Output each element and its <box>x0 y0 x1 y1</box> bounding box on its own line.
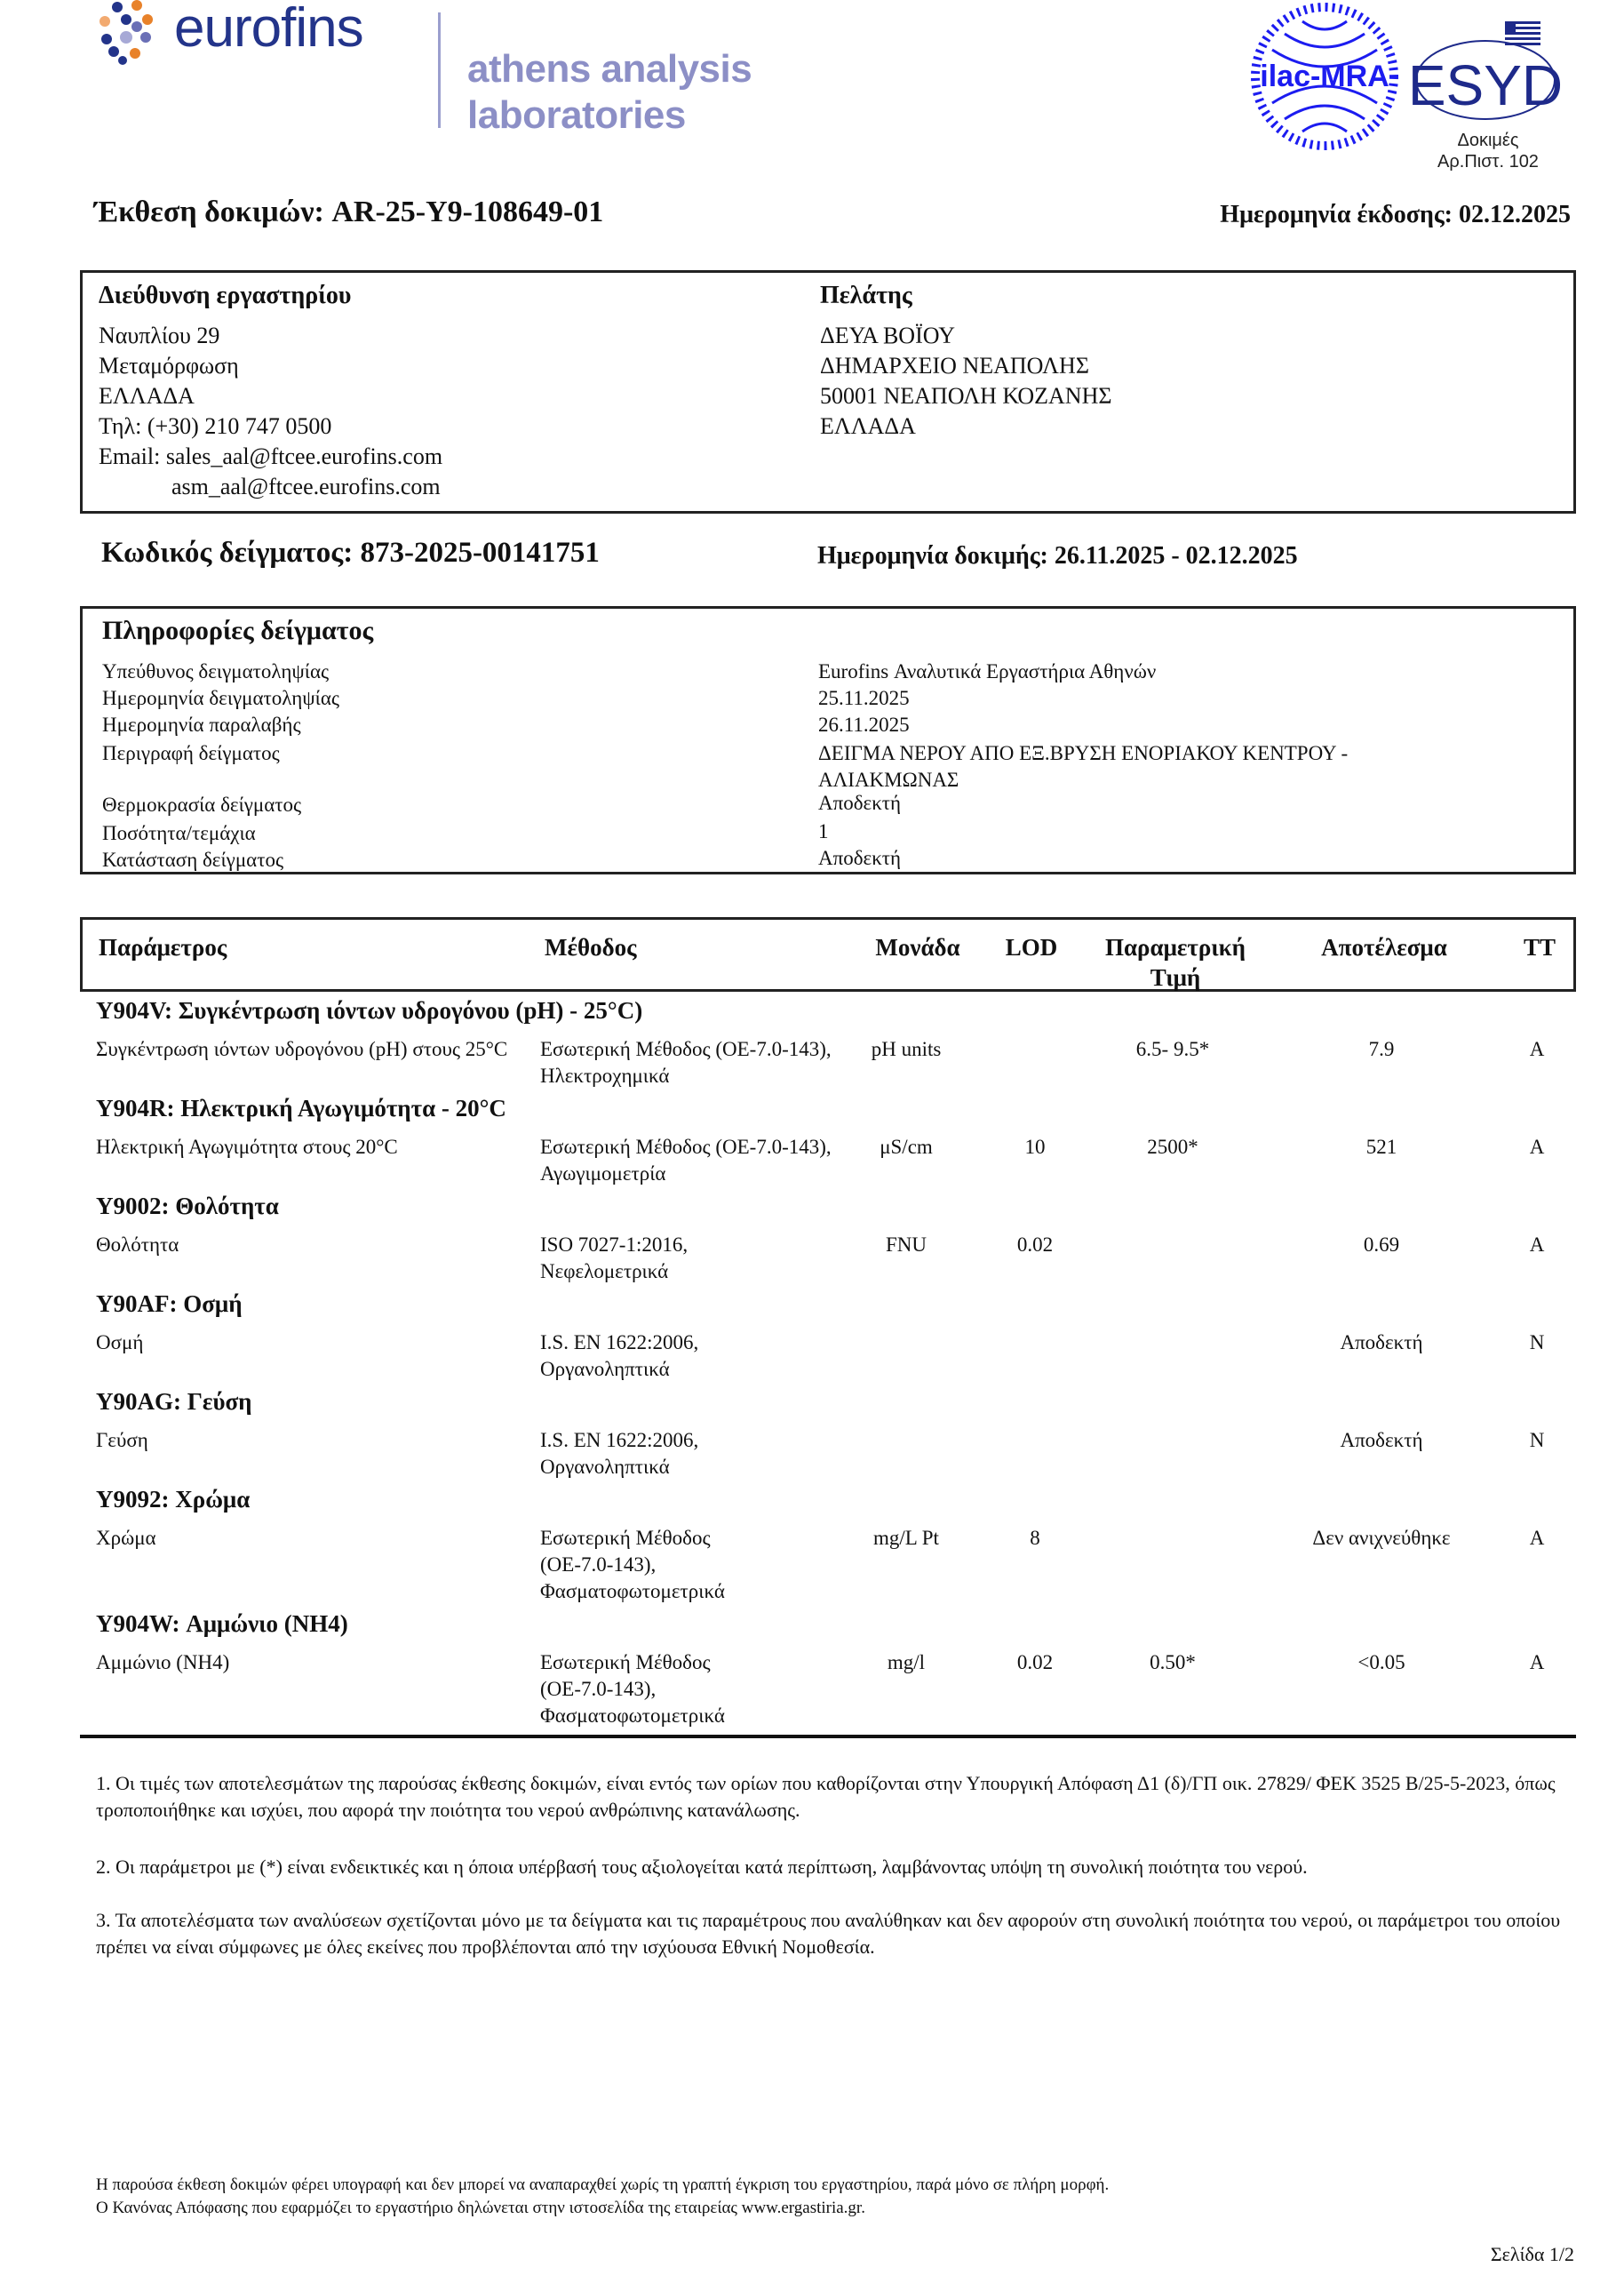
ilac-mra-logo <box>1246 2 1404 151</box>
param-result: 521 <box>1365 1136 1397 1158</box>
info-label: Θερμοκρασία δείγματος <box>102 794 302 816</box>
param-tt: A <box>1529 1527 1545 1549</box>
param-lod: 8 <box>1030 1527 1040 1549</box>
client-address: Πελάτης ΔΕΥΑ ΒΟΪΟΥ ΔΗΜΑΡΧΕΙΟ ΝΕΑΠΟΛΗΣ 50001 ΝΕΑΠΟΛΗ ΚΟΖΑΝΗΣ ΕΛΛΑΔΑ <box>820 282 1112 439</box>
info-label: Ημερομηνία δειγματοληψίας <box>102 687 340 709</box>
param-limit: 6.5- 9.5* <box>1135 1038 1210 1060</box>
param-result: 7.9 <box>1368 1038 1395 1060</box>
param-unit: pH units <box>871 1038 942 1060</box>
col-unit: Μονάδα <box>875 934 960 961</box>
param-unit: mg/l <box>887 1651 926 1673</box>
param-tt: A <box>1529 1136 1545 1158</box>
param-name: Ηλεκτρική Αγωγιμότητα στους 20°C <box>96 1136 398 1158</box>
group-title: Y90AG: Γεύση <box>96 1388 252 1415</box>
address-box <box>80 270 1576 514</box>
lab-email-2: asm_aal@ftcee.eurofins.com <box>171 474 441 499</box>
param-result: <0.05 <box>1357 1651 1405 1673</box>
param-lod: 0.02 <box>1016 1651 1054 1673</box>
svg-text:ESYD: ESYD <box>1413 53 1564 117</box>
eurofins-wordmark: eurofins <box>174 0 363 59</box>
lab-email: Email: sales_aal@ftcee.eurofins.com <box>99 443 443 469</box>
lab-address: Διεύθυνση εργαστηρίου Ναυπλίου 29 Μεταμόρφωση ΕΛΛΑΔΑ Τηλ: (+30) 210 747 0500 Email: sales_aal@ftcee.eurofins.com asm_aal@ftcee.eurofins.com <box>99 273 442 502</box>
param-result: Αποδεκτή <box>1340 1429 1423 1451</box>
note-1: 1. Οι τιμές των αποτελεσμάτων της παρούσας έκθεσης δοκιμών, είναι εντός των ορίων που καθορίζονται στην Υπουργική Απόφαση Δ1 (δ)/ΓΠ οικ. 27829/ ΦΕΚ 3525 Β/25-5-2023, όπως τροποποιήθηκε και ισχύει, που αφορά την ποιότητα του νερού ανθρώπινης κατανάλωσης. <box>96 1772 1556 1821</box>
info-label: Ποσότητα/τεμάχια <box>102 822 256 844</box>
info-value: ΔΕΙΓΜΑ ΝΕΡΟΥ ΑΠΟ ΕΞ.ΒΡΥΣΗ ΕΝΟΡΙΑΚΟΥ ΚΕΝΤΡΟΥ - ΑΛΙΑΚΜΩΝΑΣ <box>818 742 1349 791</box>
param-tt: N <box>1529 1429 1545 1451</box>
info-label: Περιγραφή δείγματος <box>102 742 280 764</box>
param-result: Αποδεκτή <box>1340 1331 1423 1353</box>
footer-website-line: Ο Κανόνας Απόφασης που εφαρμόζει το εργαστήριο δηλώνεται στην ιστοσελίδα της εταιρείας www.ergastiria.gr. <box>96 2199 865 2217</box>
param-tt: A <box>1529 1038 1545 1060</box>
col-limit: Παραμετρική Τιμή <box>1104 934 1246 991</box>
eurofins-logo <box>96 0 416 71</box>
note-3: 3. Τα αποτελέσματα των αναλύσεων σχετίζονται μόνο με τα δείγματα και τις παραμέτρους που αναλύθηκαν και δεν αφορούν στη συνολική ποιότητα του νερού, οι παράμετροι του οποίου πρέπει να είναι σύμφωνες με όλες εκείνες που προβλέπονται από την ισχύουσα Εθνική Νομοθεσία. <box>96 1909 1561 1958</box>
issue-date: Ημερομηνία έκδοσης: 02.12.2025 <box>1220 201 1571 228</box>
param-method: Εσωτερική Μέθοδος (ΟΕ-7.0-143), Αγωγιμομετρία <box>540 1136 832 1185</box>
param-unit: FNU <box>885 1233 927 1256</box>
param-name: Θολότητα <box>96 1233 179 1256</box>
accreditation-caption: Δοκιμές Αρ.Πιστ. 102 <box>1437 131 1539 172</box>
param-name: Χρώμα <box>96 1527 156 1549</box>
param-lod: 0.02 <box>1016 1233 1054 1256</box>
client-heading: Πελάτης <box>820 282 912 309</box>
group-title: Y904W: Αμμώνιο (NH4) <box>96 1610 348 1637</box>
footer-disclaimer: Η παρούσα έκθεση δοκιμών φέρει υπογραφή και δεν μπορεί να αναπαραχθεί χωρίς τη γραπτή έγκριση του εργαστηρίου, παρά μόνο σε πλήρη μορφή. Ο Κανόνας Απόφασης που εφαρμόζει το εργαστήριο δηλώνεται στην ιστοσελίδα της εταιρείας www.ergastiria.gr. <box>96 2174 1109 2220</box>
table-bottom-rule <box>80 1735 1576 1738</box>
param-name: Οσμή <box>96 1331 144 1353</box>
param-name: Αμμώνιο (NH4) <box>96 1651 230 1673</box>
report-title: Έκθεση δοκιμών: AR-25-Y9-108649-01 <box>94 196 604 228</box>
param-method: I.S. EN 1622:2006, Οργανοληπτικά <box>540 1429 699 1478</box>
param-unit: mg/L Pt <box>873 1527 939 1549</box>
group-title: Y904R: Ηλεκτρική Αγωγιμότητα - 20°C <box>96 1095 506 1122</box>
info-value: Eurofins Αναλυτικά Εργαστήρια Αθηνών <box>818 660 1157 682</box>
group-title: Y90AF: Οσμή <box>96 1290 243 1317</box>
col-tt: TT <box>1523 934 1556 961</box>
sample-info-box <box>80 606 1576 874</box>
test-date: Ημερομηνία δοκιμής: 26.11.2025 - 02.12.2025 <box>817 542 1298 570</box>
info-value: 26.11.2025 <box>818 714 910 736</box>
note-2: 2. Οι παράμετροι με (*) είναι ενδεικτικές και η όποια υπέρβασή τους αξιολογείται κατά περίπτωση, λαμβάνοντας υπόψη τη συνολική ποιότητα του νερού. <box>96 1856 1308 1878</box>
param-method: ISO 7027-1:2016, Νεφελομετρικά <box>540 1233 689 1282</box>
info-value: Αποδεκτή <box>818 792 902 814</box>
param-tt: A <box>1529 1233 1545 1256</box>
param-method: Εσωτερική Μέθοδος (ΟΕ-7.0-143), Φασματοφωτομετρικά <box>540 1527 725 1602</box>
svg-text:ilac-MRA: ilac-MRA <box>1260 60 1389 93</box>
param-method: Εσωτερική Μέθοδος (ΟΕ-7.0-143), Φασματοφωτομετρικά <box>540 1651 725 1727</box>
info-value: Αποδεκτή <box>818 847 902 869</box>
param-limit: 2500* <box>1147 1136 1198 1158</box>
param-tt: A <box>1529 1651 1545 1673</box>
param-name: Γεύση <box>96 1429 148 1451</box>
info-label: Κατάσταση δείγματος <box>102 849 284 871</box>
lab-name: athens analysis laboratories <box>467 47 752 137</box>
lab-address-heading: Διεύθυνση εργαστηρίου <box>99 282 352 309</box>
info-value: 25.11.2025 <box>818 687 910 709</box>
col-method: Μέθοδος <box>545 934 637 961</box>
group-title: Y9002: Θολότητα <box>96 1193 279 1219</box>
col-result: Αποτέλεσμα <box>1321 934 1447 961</box>
esyd-logo <box>1413 18 1564 123</box>
eurofins-dots-icon <box>96 0 167 71</box>
results-table-header <box>80 917 1576 992</box>
param-tt: N <box>1529 1331 1545 1353</box>
param-limit: 0.50* <box>1150 1651 1196 1673</box>
info-label: Ημερομηνία παραλαβής <box>102 714 301 736</box>
param-lod: 10 <box>1024 1136 1046 1158</box>
info-value: 1 <box>818 820 829 842</box>
info-label: Υπεύθυνος δειγματοληψίας <box>102 660 330 682</box>
sample-info-heading: Πληροφορίες δείγματος <box>102 616 374 645</box>
param-result: Δεν ανιχνεύθηκε <box>1312 1527 1451 1549</box>
col-param: Παράμετρος <box>99 934 227 961</box>
sample-code: Κωδικός δείγματος: 873-2025-00141751 <box>101 537 600 569</box>
param-name: Συγκέντρωση ιόντων υδρογόνου (pH) στους 25°C <box>96 1038 508 1060</box>
group-title: Y9092: Χρώμα <box>96 1486 251 1513</box>
logo-divider <box>438 12 441 128</box>
col-lod: LOD <box>1005 934 1058 961</box>
page-number: Σελίδα 1/2 <box>1490 2243 1574 2265</box>
param-method: I.S. EN 1622:2006, Οργανοληπτικά <box>540 1331 699 1380</box>
param-result: 0.69 <box>1363 1233 1400 1256</box>
group-title: Y904V: Συγκέντρωση ιόντων υδρογόνου (pH) - 25°C) <box>96 997 643 1024</box>
param-unit: μS/cm <box>880 1136 933 1158</box>
lab-phone: Τηλ: (+30) 210 747 0500 <box>99 413 332 439</box>
param-method: Εσωτερική Μέθοδος (ΟΕ-7.0-143), Ηλεκτροχημικά <box>540 1038 832 1087</box>
